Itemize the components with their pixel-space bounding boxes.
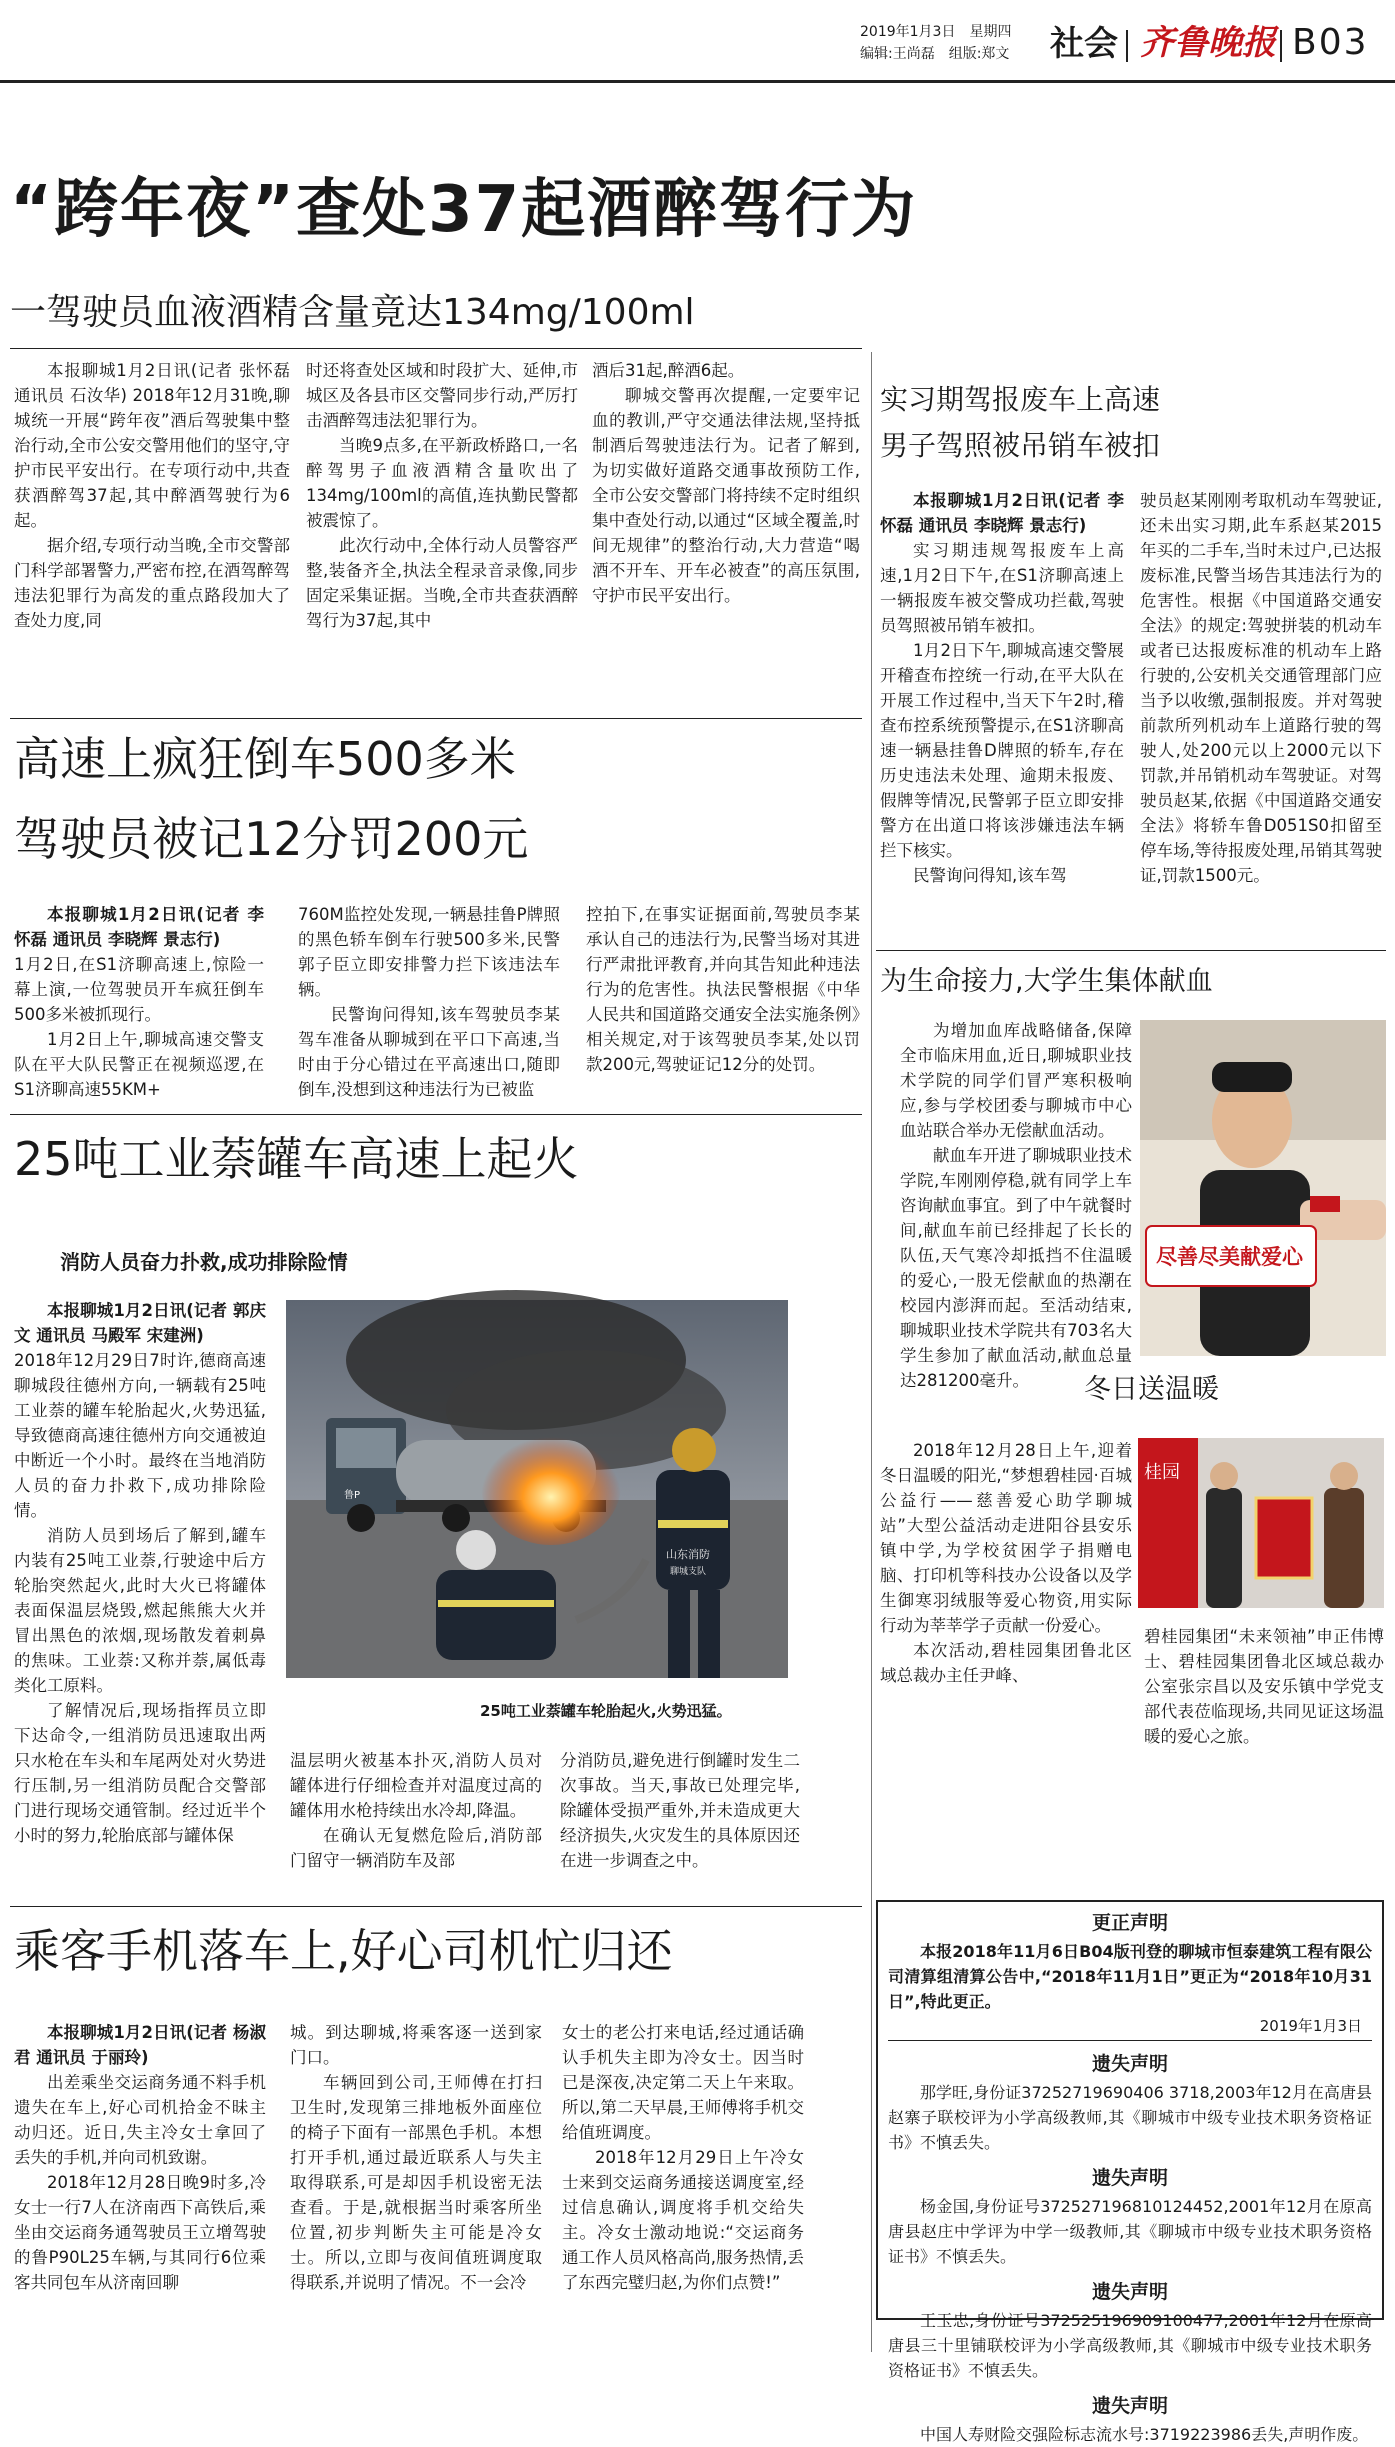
paragraph: 城。到达聊城,将乘客逐一送到家门口。 [290,2023,542,2067]
firefighter-sub-text: 聊城支队 [670,1567,707,1577]
paragraph: 驶员赵某刚刚考取机动车驾驶证,还未出实习期,此车系赵某2015年买的二手车,当时未过户,已达报废标准,民警当场告其违法行为的危害性。根据《中国道路交通安全法》的规定:驾驶拼装的机动车或者已达报废标准的机动车上路行驶的,公安机关交通管理部门应当予以收缴,强制报废。并对驾驶前款所列机动车上道路行驶的驾驶人,处200元以上2000元以下罚款,并吊销机动车驾驶证。对驾驶员赵某,依据《中国道路交通安全法》将轿车鲁D051S0扣留至停车场,等待报废处理,吊销其驾驶证,罚款1500元。 [1140,491,1382,885]
paragraph: 当晚9点多,在平新政桥路口,一名醉驾男子血液酒精含量吹出了134mg/100ml的高值,连执勤民警都被震惊了。 [306,436,578,530]
correction-date: 2019年1月3日 [1259,2017,1362,2035]
correction-title: 更正声明 [1091,1912,1168,1934]
article2-col1 [14,902,264,1102]
article2-col3 [586,902,860,1077]
paragraph: 1月2日,在S1济聊高速上,惊险一幕上演,一位驾驶员开车疯狂倒车500多米被抓现行。 [14,955,264,1024]
article4-col2 [290,2020,542,2295]
paragraph: 时还将查处区域和时段扩大、延伸,市城区及各县市区交警同步行动,严厉打击酒醉驾违法犯罪行为。 [306,361,578,430]
paragraph: 了解情况后,现场指挥员立即下达命令,一组消防员迅速取出两只水枪在车头和车尾两处对火势进行压制,另一组消防员配合交警部门进行现场交通管制。经过近半个小时的努力,轮胎底部与罐体保 [14,1701,266,1845]
article3-col3 [560,1748,800,1873]
byline: 本报聊城1月2日讯(记者 杨淑君 通讯员 于丽玲) [14,2023,266,2067]
paragraph: 760M监控处发现,一辆悬挂鲁P牌照的黑色轿车倒车行驶500多米,民警郭子臣立即安排警力拦下该违法车辆。 [298,905,560,999]
paragraph: 民警询问得知,该车驾 [913,866,1067,885]
section-name: 社会 [1050,24,1118,64]
article7-headline: 冬日送温暖 [1084,1374,1219,1405]
truck-fire-photo [286,1300,788,1678]
correction-body: 本报2018年11月6日B04版刊登的聊城市恒泰建筑工程有限公司清算组清算公告中,“2018年11月1日”更正为“2018年10月31日”,特此更正。 [888,1942,1372,2011]
article1-col3 [592,358,860,608]
lost-notice-title: 遗失声明 [1091,2281,1168,2303]
masthead-editors: 编辑:王尚磊 组版:郑文 [860,46,1010,62]
paragraph: 此次行动中,全体行动人员警容严整,装备齐全,执法全程录音录像,同步固定采集证据。当晚,全市共查获酒醉驾行为37起,其中 [306,536,578,630]
banner-text: 桂园 [1144,1462,1180,1483]
lost-notice-title: 遗失声明 [1091,2053,1168,2075]
byline: 本报聊城1月2日讯(记者 郭庆文 通讯员 马殿军 宋建洲) [14,1301,266,1345]
paragraph: 出差乘坐交运商务通不料手机遗失在车上,好心司机拾金不昧主动归还。近日,失主冷女士拿回了丢失的手机,并向司机致谢。 [14,2073,266,2167]
article1-col1 [14,358,290,633]
blood-donation-photo [1140,1020,1386,1356]
paragraph: 女士的老公打来电话,经过通话确认手机失主即为冷女士。因当时已是深夜,决定第二天上午来取。所以,第二天早晨,王师傅将手机交给值班调度。 [562,2023,804,2142]
article2-headline-2: 驾驶员被记12分罚200元 [14,812,529,866]
paragraph: 温层明火被基本扑灭,消防人员对罐体进行仔细检查并对温度过高的罐体用水枪持续出水冷却,降温。 [290,1751,542,1820]
paragraph: 据介绍,专项行动当晚,全市交警部门科学部署警力,严密布控,在酒驾醉驾违法犯罪行为高发的重点路段加大了查处力度,同 [14,536,290,630]
paragraph: 实习期违规驾报废车上高速,1月2日下午,在S1济聊高速上一辆报废车被交警成功拦截,驾驶员驾照被吊销车被扣。 [880,541,1124,635]
paragraph: 献血车开进了聊城职业技术学院,车刚刚停稳,就有同学上车咨询献血事宜。到了中午就餐时间,献血车前已经排起了长长的队伍,天气寒冷却抵挡不住温暖的爱心,一股无偿献血的热潮在校园内澎湃而起。至活动结束,聊城职业技术学院共有703名大学生参加了献血活动,献血总量达281200毫升。 [900,1146,1132,1390]
paragraph: 车辆回到公司,王师傅在打扫卫生时,发现第三排地板外面座位的椅子下面有一部黑色手机。本想打开手机,通过最近联系人与失主取得联系,可是却因手机设密无法查看。于是,就根据当时乘客所坐位置,初步判断失主可能是冷女士。所以,立即与夜间值班调度取得联系,并说明了情况。不一会冷 [290,2073,542,2292]
lost-notice-body: 杨金国,身份证号372527196810124452,2001年12月在原高唐县赵庄中学评为中学一级教师,其《聊城市中级专业技术职务资格证书》不慎丢失。 [888,2197,1372,2266]
article3-col2 [290,1748,542,1873]
article5-col2 [1140,488,1382,888]
paragraph: 2018年12月28日晚9时多,冷女士一行7人在济南西下高铁后,乘坐由交运商务通驾驶员王立增驾驶的鲁P90L25车辆,与其同行6位乘客共同包车从济南回聊 [14,2173,266,2292]
truck-plate: 鲁P [344,1490,361,1501]
byline: 本报聊城1月2日讯(记者 李怀磊 通讯员 李晓辉 景志行) [880,491,1124,535]
masthead-date: 2019年1月3日 星期四 [860,24,1012,40]
paragraph: 分消防员,避免进行倒罐时发生二次事故。当天,事故已处理完毕,除罐体受损严重外,并未造成更大经济损失,火灾发生的具体原因还在进一步调查之中。 [560,1751,800,1870]
article1-subheadline: 一驾驶员血液酒精含量竟达134mg/100ml [10,292,695,333]
paragraph: 在确认无复燃危险后,消防部门留守一辆消防车及部 [290,1826,542,1870]
article5-col1 [880,488,1124,888]
article2-col2 [298,902,560,1102]
notice-box [876,1900,1384,2444]
article3-headline: 25吨工业萘罐车高速上起火 [14,1132,579,1186]
lost-notice-title: 遗失声明 [1091,2395,1168,2417]
article1-headline: “跨年夜”查处37起酒醉驾行为 [10,173,918,247]
lost-notice-title: 遗失声明 [1091,2167,1168,2189]
article5-headline-2: 男子驾照被吊销车被扣 [880,429,1161,462]
article3-col1 [14,1298,266,1848]
paragraph: 2018年12月29日7时许,德商高速聊城段往德州方向,一辆载有25吨工业萘的罐车轮胎起火,火势迅猛,导致德商高速往德州方向交通被迫中断近一个小时。最终在当地消防人员的奋力扑救下,成功排除险情。 [14,1351,266,1520]
paragraph: 为增加血库战略储备,保障全市临床用血,近日,聊城职业技术学院的同学们冒严寒积极响应,参与学校团委与聊城市中心血站联合举办无偿献血活动。 [900,1021,1132,1140]
charity-photo-caption: 碧桂园集团“未来领袖”申正伟博士、碧桂园集团鲁北区域总裁办公室张宗昌以及安乐镇中学党支部代表莅临现场,共同见证这场温暖的爱心之旅。 [1144,1627,1384,1746]
charity-photo [1138,1438,1384,1608]
paragraph: 控拍下,在事实证据面前,驾驶员李某承认自己的违法行为,民警当场对其进行严肃批评教育,并向其告知此种违法行为的危害性。执法民警根据《中华人民共和国道路交通安全法实施条例》相关规定,对于该驾驶员李某,处以罚款200元,驾驶证记12分的处罚。 [586,905,860,1074]
paragraph: 酒后31起,醉酒6起。 [592,361,745,380]
article4-headline: 乘客手机落车上,好心司机忙归还 [14,1924,673,1978]
paragraph: 聊城交警再次提醒,一定要牢记血的教训,严守交通法律法规,坚持抵制酒后驾驶违法行为。记者了解到,为切实做好道路交通事故预防工作,全市公安交警部门将持续不定时组织集中查处行动,以通过“区域全覆盖,时间无规律”的整治行动,大力营造“喝酒不开车、开车必被查”的高压氛围,守护市民平安出行。 [592,386,860,605]
paragraph: 1月2日上午,聊城高速交警支队在平大队民警正在视频巡逻,在S1济聊高速55KM+ [14,1030,264,1099]
paragraph: 本次活动,碧桂园集团鲁北区域总裁办主任尹峰、 [880,1641,1132,1685]
byline: 本报聊城1月2日讯(记者 李怀磊 通讯员 李晓辉 景志行) [14,905,264,949]
lost-notice-body: 中国人寿财险交强险标志流水号:3719223986丢失,声明作废。 [920,2425,1369,2444]
article4-col3 [562,2020,804,2295]
lost-notice-body: 王玉忠,身份证号372525196909100477,2001年12月在原高唐县三十里铺联校评为小学高级教师,其《聊城市中级专业技术职务资格证书》不慎丢失。 [888,2311,1372,2380]
firefighter-back-text: 山东消防 [666,1548,710,1561]
paragraph: 2018年12月28日上午,迎着冬日温暖的阳光,“梦想碧桂园·百城公益行——慈善爱心助学聊城站”大型公益活动走进阳谷县安乐镇中学,为学校贫困学子捐赠电脑、打印机等科技办公设备以及学生御寒羽绒服等爱心物资,用实际行动为莘莘学子贡献一份爱心。 [880,1441,1132,1635]
page-number: B03 [1292,22,1369,63]
article4-col1 [14,2020,266,2295]
article1-col2 [306,358,578,633]
article6-col1 [900,1018,1132,1393]
paragraph: 1月2日下午,聊城高速交警展开稽查布控统一行动,在平大队在开展工作过程中,当天下午2时,稽查布控系统预警提示,在S1济聊高速一辆悬挂鲁D牌照的轿车,存在历史违法未处理、逾期未报废、假牌等情况,民警郭子臣立即安排警方在出道口将该涉嫌违法车辆拦下核实。 [880,641,1124,860]
paragraph: 2018年12月29日上午冷女士来到交运商务通接送调度室,经过信息确认,调度将手机交给失主。冷女士激动地说:“交运商务通工作人员风格高尚,服务热情,丢了东西完璧归赵,为你们点赞!” [562,2148,804,2292]
paragraph: 民警询问得知,该车驾驶员李某驾车准备从聊城到在平口下高速,当时由于分心错过在平高速出口,随即倒车,没想到这种违法行为已被监 [298,1005,560,1099]
donation-sign: 尽善尽美献爱心 [1156,1245,1303,1269]
article7-col1 [880,1438,1132,1688]
brand-logo: 齐鲁晚报 [1140,23,1276,63]
lost-notice-body: 那学旺,身份证37252719690406 3718,2003年12月在高唐县赵寨子联校评为小学高级教师,其《聊城市中级专业技术职务资格证书》不慎丢失。 [888,2083,1372,2152]
photo-caption: 25吨工业萘罐车轮胎起火,火势迅猛。 [480,1702,732,1720]
article2-headline-1: 高速上疯狂倒车500多米 [14,732,516,786]
paragraph: 消防人员到场后了解到,罐车内装有25吨工业萘,行驶途中后方轮胎突然起火,此时大火已将罐体表面保温层烧毁,燃起熊熊大火并冒出黑色的浓烟,现场散发着刺鼻的焦味。工业萘:又称并萘,属低毒类化工原料。 [14,1526,266,1695]
article5-headline-1: 实习期驾报废车上高速 [880,383,1161,416]
article6-headline: 为生命接力,大学生集体献血 [880,966,1213,997]
paragraph: 本报聊城1月2日讯(记者 张怀磊 通讯员 石汝华) 2018年12月31晚,聊城统一开展“跨年夜”酒后驾驶集中整治行动,全市公安交警用他们的坚守,守护市民平安出行。在专项行动中,共查获酒醉驾37起,其中醉酒驾驶行为6起。 [14,361,290,530]
article3-subheadline: 消防人员奋力扑救,成功排除险情 [60,1250,348,1274]
